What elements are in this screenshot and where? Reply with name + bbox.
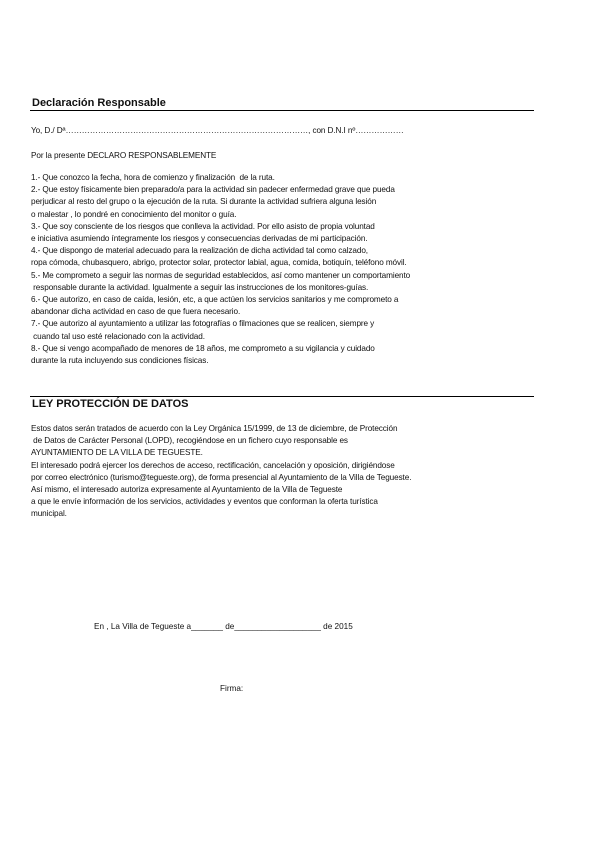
ley-line: por correo electrónico (turismo@tegueste.org), de forma presencial al Ayuntamiento de la Villa de Tegueste. <box>31 472 412 482</box>
firma-label: Firma: <box>220 684 244 693</box>
yo-line: Yo, D./ Dª………………………………………………………………………………, con D.N.I nº……………… <box>31 126 404 135</box>
ley-title: LEY PROTECCIÓN DE DATOS <box>32 398 189 410</box>
declaracion-line: 1.- Que conozco la fecha, hora de comienzo y finalización de la ruta. <box>31 173 275 182</box>
ley-line: El interesado podrá ejercer los derechos de acceso, rectificación, cancelación y oposición, dirigiéndose <box>31 460 395 470</box>
ley-line: AYUNTAMIENTO DE LA VILLA DE TEGUESTE. <box>31 448 203 458</box>
declaracion-line: 8.- Que si vengo acompañado de menores de 18 años, me comprometo a su vigilancia y cuidado <box>31 343 375 353</box>
declaracion-line: 7.- Que autorizo al ayuntamiento a utilizar las fotografías o filmaciones que se realicen, siempre y <box>31 319 375 329</box>
declaracion-title: Declaración Responsable <box>32 97 166 109</box>
declaracion-line: 2.- Que estoy físicamente bien preparado/a para la actividad sin padecer enfermedad grave que pueda <box>31 185 395 195</box>
declaracion-line: cuando tal uso esté relacionado con la actividad. <box>31 331 205 341</box>
declaracion-section <box>30 97 534 111</box>
ley-line: Estos datos serán tratados de acuerdo con la Ley Orgánica 15/1999, de 13 de diciembre, de Protección <box>31 424 398 433</box>
ley-line: a que le envíe información de los servicios, actividades y eventos que conforman la oferta turística <box>31 497 378 507</box>
declaracion-line: abandonar dicha actividad en caso de que fuera necesario. <box>31 307 241 317</box>
declaracion-rule <box>30 110 534 111</box>
declaro-intro: Por la presente DECLARO RESPONSABLEMENTE <box>31 151 217 160</box>
declaracion-line: 3.- Que soy consciente de los riesgos que conlleva la actividad. Por ello asisto de propia voluntad <box>31 221 375 231</box>
declaracion-line: e iniciativa asumiendo íntegramente los riesgos y consecuencias derivadas de mi participación. <box>31 234 368 244</box>
place-date-line: En , La Villa de Tegueste a_______ de___________________ de 2015 <box>94 622 353 631</box>
ley-line: de Datos de Carácter Personal (LOPD), recogiéndose en un fichero cuyo responsable es <box>31 436 348 446</box>
declaracion-line: responsable durante la actividad. Igualmente a seguir las instrucciones de los monitores-guías. <box>31 282 369 292</box>
declaracion-line: 4.- Que dispongo de material adecuado para la realización de dicha actividad tal como calzado, <box>31 246 368 256</box>
ley-text <box>31 423 535 521</box>
declaracion-line: 5.- Me comprometo a seguir las normas de seguridad establecidos, así como mantener un comportamiento <box>31 270 411 280</box>
declaracion-line: ropa cómoda, chubasquero, abrigo, protector solar, protector labial, agua, comida, botiquín, teléfono móvil. <box>31 258 407 268</box>
ley-line: municipal. <box>31 509 67 519</box>
declaracion-line: durante la ruta incluyendo sus condiciones físicas. <box>31 356 209 366</box>
declaracion-line: o malestar , lo pondré en conocimiento del monitor o guía. <box>31 209 237 219</box>
ley-section <box>30 396 534 411</box>
declaracion-line: perjudicar al resto del grupo o la ejecución de la ruta. Si durante la actividad sufriera alguna lesión <box>31 197 377 207</box>
ley-line: Así mismo, el interesado autoriza expresamente al Ayuntamiento de la Villa de Tegueste <box>31 485 343 495</box>
declaracion-line: 6.- Que autorizo, en caso de caída, lesión, etc, a que actúen los servicios sanitarios y me comprometo a <box>31 295 399 305</box>
declaracion-items <box>31 172 535 367</box>
